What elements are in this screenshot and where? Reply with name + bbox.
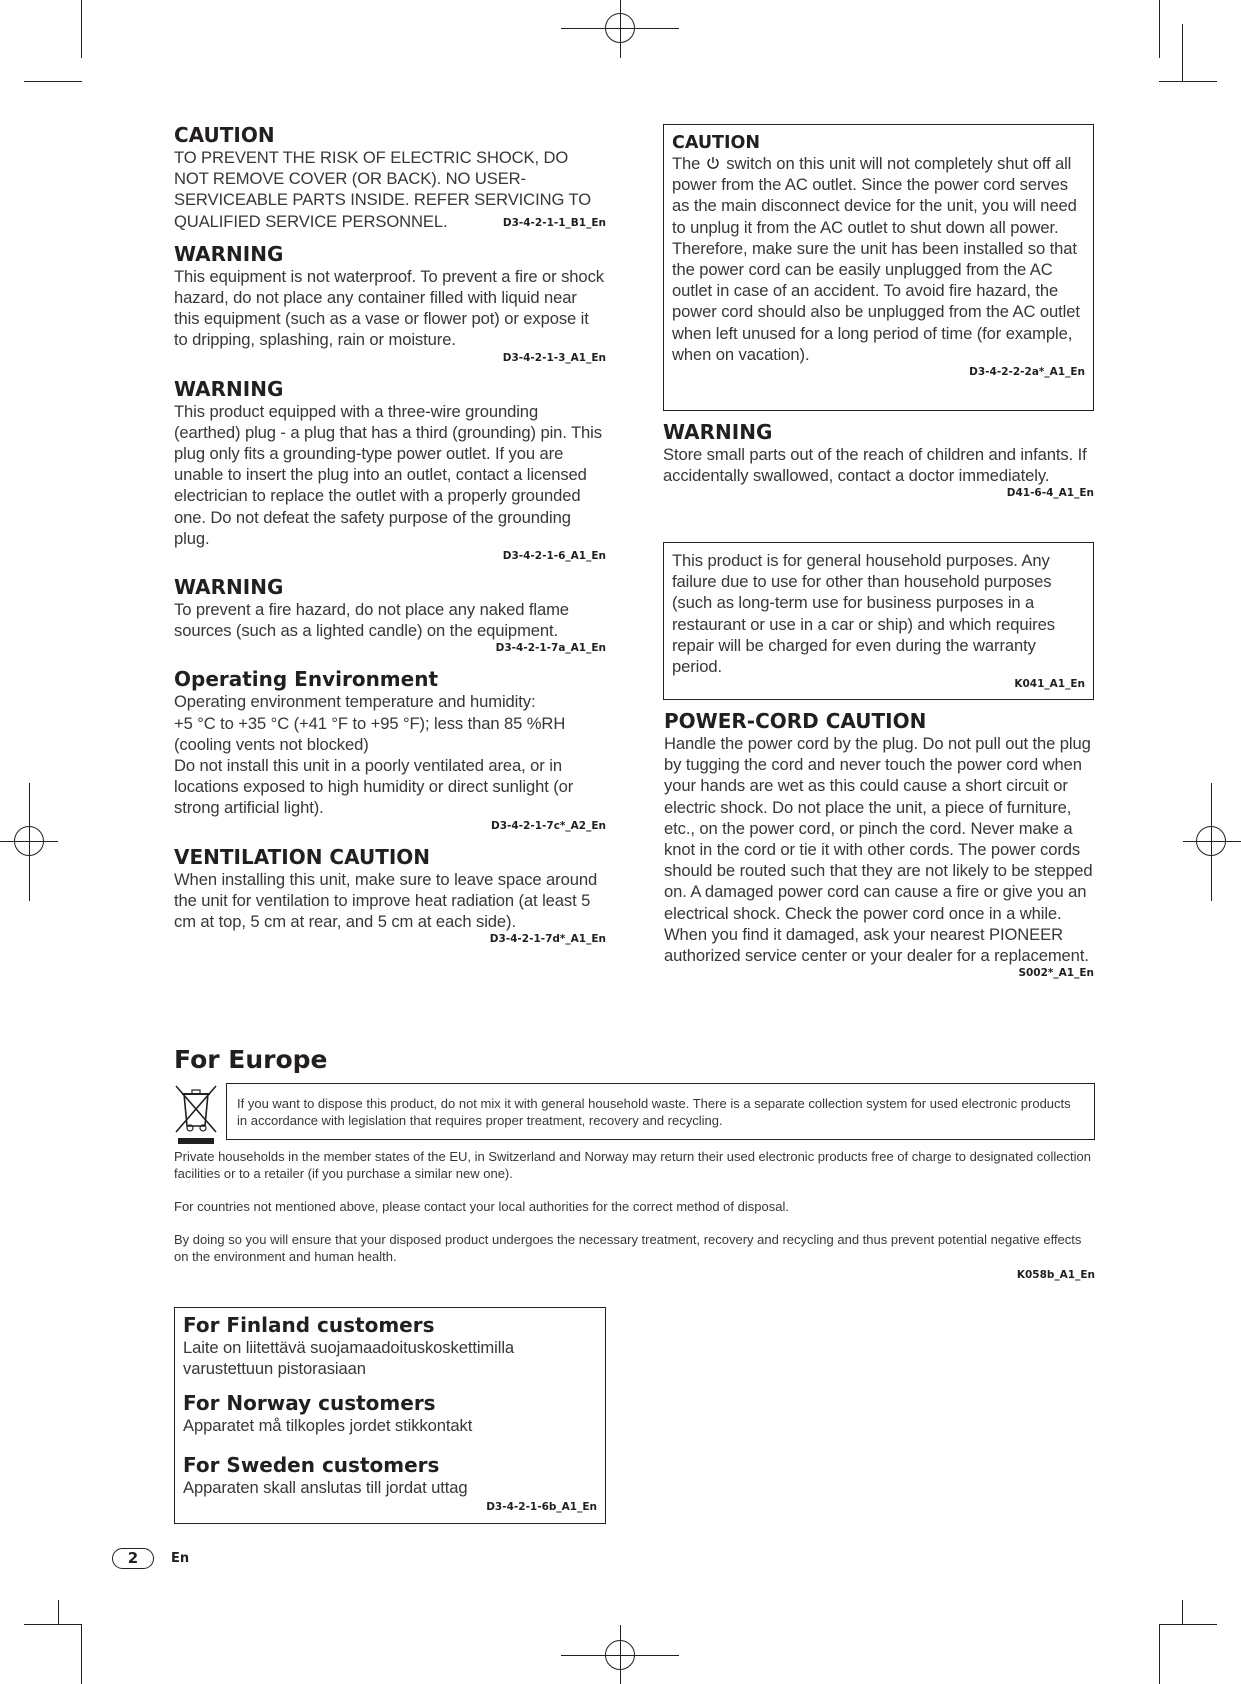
section-title: CAUTION xyxy=(174,123,275,147)
finland-title: For Finland customers xyxy=(183,1313,435,1337)
household-purposes-box xyxy=(663,542,1094,700)
section-text: Do not install this unit in a poorly ventilated area, or in locations exposed to high humidity or direct sunlight (or strong artificial light). xyxy=(174,756,574,818)
warning-small-parts-section xyxy=(663,420,1094,500)
europe-paragraph: Private households in the member states of the EU, in Switzerland and Norway may return their used electronic products free of charge to designated collection facilities or to a retailer (if you purchase a similar new one). xyxy=(174,1149,1091,1181)
ventilation-caution-section xyxy=(174,845,606,947)
section-text: This equipment is not waterproof. To prevent a fire or shock hazard, do not place any container filled with liquid near this equipment (such as a vase or flower pot) or expose it to dripping, splashing, rain or moisture. xyxy=(174,266,604,350)
disposal-notice-text: If you want to dispose this product, do not mix it with general household waste. There is a separate collection system for used electronic products in accordance with legislation that requires proper treatment, recovery and recycling. xyxy=(237,1096,1071,1128)
crossed-out-wheelie-bin-icon xyxy=(174,1082,218,1146)
reference-code: D3-4-2-1-7c*_A2_En xyxy=(491,819,606,832)
section-title: WARNING xyxy=(174,575,284,600)
section-text: To prevent a fire hazard, do not place any naked flame sources (such as a lighted candle) on the equipment. xyxy=(174,600,569,641)
warning-flame-section xyxy=(174,575,606,655)
section-title: WARNING xyxy=(174,376,284,401)
operating-environment-section xyxy=(174,667,606,832)
language-label: En xyxy=(171,1551,190,1566)
sweden-title: For Sweden customers xyxy=(183,1452,440,1477)
section-text: When installing this unit, make sure to leave space around the unit for ventilation to improve heat radiation (at least 5 cm at top, 5 cm at rear, and 5 cm at each side). xyxy=(174,869,598,932)
section-title: Operating Environment xyxy=(174,667,439,692)
section-title: VENTILATION CAUTION xyxy=(174,844,431,869)
left-column xyxy=(174,123,606,958)
sweden-text: Apparaten skall anslutas till jordat uttag xyxy=(183,1477,468,1497)
section-text: Store small parts out of the reach of children and infants. If accidentally swallowed, contact a doctor immediately. xyxy=(663,445,1087,486)
europe-title: For Europe xyxy=(174,1045,328,1074)
norway-text: Apparatet må tilkoples jordet stikkontakt xyxy=(183,1416,473,1436)
page-number: 2 xyxy=(127,1549,139,1567)
section-title: WARNING xyxy=(174,241,284,266)
section-text: Operating environment temperature and humidity: xyxy=(174,692,536,712)
disposal-notice-row xyxy=(174,1082,1095,1148)
section-text: Handle the power cord by the plug. Do not pull out the plug by tugging the cord and never touch the power cord when your hands are wet as this could cause a short circuit or electric shock. Do not place the unit, a piece of furniture, etc., on the power cord, or pinch the cord. Never make a knot in the cord or tie it with other cords. The power cords should be routed such that they are not likely to be stepped on. A damaged power cord can cause a fire or give you an electrical shock. Check the power cord once in a while. When you find it damaged, ask your nearest PIONEER authorized service center or your dealer for a replacement. xyxy=(664,734,1093,966)
text-before-icon: The xyxy=(672,154,701,173)
standby-power-icon xyxy=(706,156,720,170)
europe-paragraph: For countries not mentioned above, please contact your local authorities for the correct method of disposal. xyxy=(174,1199,789,1214)
section-text: +5 °C to +35 °C (+41 °F to +95 °F); less than 85 %RH (cooling vents not blocked) xyxy=(174,713,566,754)
warning-waterproof-section xyxy=(174,242,606,365)
warning-grounding-section xyxy=(174,377,606,563)
reference-code: D3-4-2-1-7a_A1_En xyxy=(495,642,606,655)
disposal-notice-box xyxy=(226,1083,1095,1140)
caution-power-box xyxy=(663,124,1094,411)
finland-text: Laite on liitettävä suojamaadoituskoskettimilla varustettuun pistorasiaan xyxy=(183,1338,515,1379)
reference-code: D3-4-2-1-6b_A1_En xyxy=(486,1500,597,1513)
section-text: This product is for general household purposes. Any failure due to use for other than household purposes (such as long-term use for business purposes in a restaurant or use in a car or ship) and which requires repair will be charged for even during the warranty period. xyxy=(672,551,1055,677)
section-text xyxy=(672,153,1085,365)
text-after-icon: switch on this unit will not completely shut off all power from the AC outlet. Since the power cord serves as the main disconnect device for the unit, you will need to unplug it from the AC outlet to shut down all power. Therefore, make sure the unit has been installed so that the power cord can be easily unplugged from the AC outlet in case of an accident. To avoid fire hazard, the power cord should also be unplugged from the AC outlet when left unused for a long period of time (for example, when on vacation). xyxy=(672,154,1080,364)
reference-code: D3-4-2-1-6_A1_En xyxy=(502,550,606,563)
page-number-badge xyxy=(112,1548,154,1569)
section-title: POWER-CORD CAUTION xyxy=(664,709,927,733)
reference-code: D41-6-4_A1_En xyxy=(1006,487,1094,500)
reference-code: D3-4-2-1-1_B1_En xyxy=(502,216,606,229)
europe-paragraph: By doing so you will ensure that your disposed product undergoes the necessary treatment, recovery and recycling and thus prevent potential negative effects on the environment and human health. xyxy=(174,1232,1082,1264)
reference-code: D3-4-2-1-3_A1_En xyxy=(502,351,606,364)
section-title: WARNING xyxy=(663,420,773,444)
section-title: CAUTION xyxy=(672,133,761,153)
nordic-customers-box xyxy=(174,1307,606,1524)
europe-section xyxy=(174,1045,1095,1282)
section-text: This product equipped with a three-wire grounding (earthed) plug - a plug that has a third (grounding) pin. This plug only fits a grounding-type power outlet. If you are unable to insert the plug into an outlet, contact a licensed electrician to replace the outlet with a properly grounded one. Do not defeat the safety purpose of the grounding plug. xyxy=(174,401,602,548)
power-cord-caution-section xyxy=(664,709,1094,980)
reference-code: K041_A1_En xyxy=(1014,678,1085,691)
reference-code: S002*_A1_En xyxy=(1018,967,1094,980)
section-text: TO PREVENT THE RISK OF ELECTRIC SHOCK, DO NOT REMOVE COVER (OR BACK). NO USER-SERVICEABLE PARTS INSIDE. REFER SERVICING TO QUALIFIED SERVICE PERSONNEL. xyxy=(174,148,592,231)
caution-section xyxy=(174,123,606,230)
reference-code: D3-4-2-2-2a*_A1_En xyxy=(969,366,1085,379)
norway-title: For Norway customers xyxy=(183,1391,436,1416)
reference-code: K058b_A1_En xyxy=(1016,1269,1095,1281)
reference-code: D3-4-2-1-7d*_A1_En xyxy=(489,933,606,946)
